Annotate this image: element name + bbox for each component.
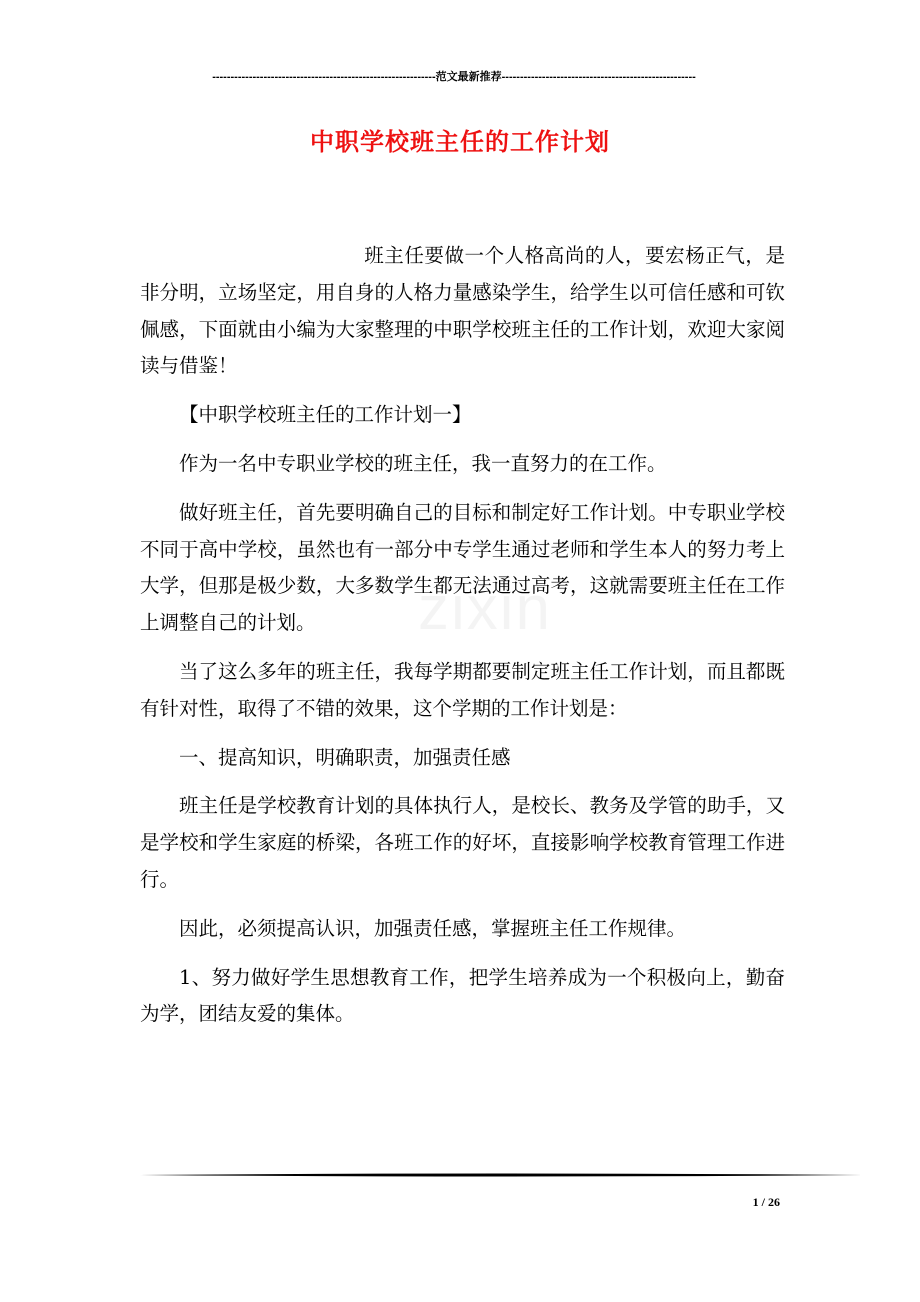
body-paragraph: 作为一名中专职业学校的班主任，我一直努力的在工作。	[179, 451, 667, 475]
page-header	[140, 68, 768, 84]
header-right-dashes: -----------------------------------------------------	[501, 71, 696, 83]
footer-rule	[140, 1172, 862, 1176]
intro-paragraph: 班主任要做一个人格高尚的人，要宏杨正气，是非分明，立场坚定，用自身的人格力量感染学生，给学生以可信任感和可钦佩感，下面就由小编为大家整理的中职学校班主任的工作计划，欢迎大家阅读与借鉴！	[140, 244, 785, 378]
subsection-heading: 一、提高知识，明确职责，加强责任感	[179, 745, 511, 769]
document-title: 中职学校班主任的工作计划	[310, 127, 610, 156]
footer-rule-line	[140, 1172, 862, 1178]
body-paragraph: 班主任是学校教育计划的具体执行人，是校长、教务及学管的助手，又是学校和学生家庭的桥梁，各班工作的好坏，直接影响学校教育管理工作进行。	[140, 794, 785, 891]
header-left-dashes: -------------------------------------------------------------	[212, 71, 436, 83]
page-number: 1 / 26	[752, 1195, 780, 1209]
body-paragraph: 做好班主任，首先要明确自己的目标和制定好工作计划。中专职业学校不同于高中学校，虽然也有一部分中专学生通过老师和学生本人的努力考上大学，但那是极少数，大多数学生都无法通过高考，这就需要班主任在工作上调整自己的计划。	[140, 500, 785, 635]
section-heading: 【中职学校班主任的工作计划一】	[179, 403, 472, 427]
document-body	[140, 238, 785, 1045]
header-label: 范文最新推荐	[435, 71, 502, 83]
body-paragraph: 当了这么多年的班主任，我每学期都要制定班主任工作计划，而且都既有针对性，取得了不错的效果，这个学期的工作计划是：	[140, 659, 785, 720]
body-paragraph: 1、努力做好学生思想教育工作，把学生培养成为一个积极向上，勤奋为学，团结友爱的集体。	[140, 965, 785, 1026]
body-paragraph: 因此，必须提高认识，加强责任感，掌握班主任工作规律。	[179, 916, 687, 940]
